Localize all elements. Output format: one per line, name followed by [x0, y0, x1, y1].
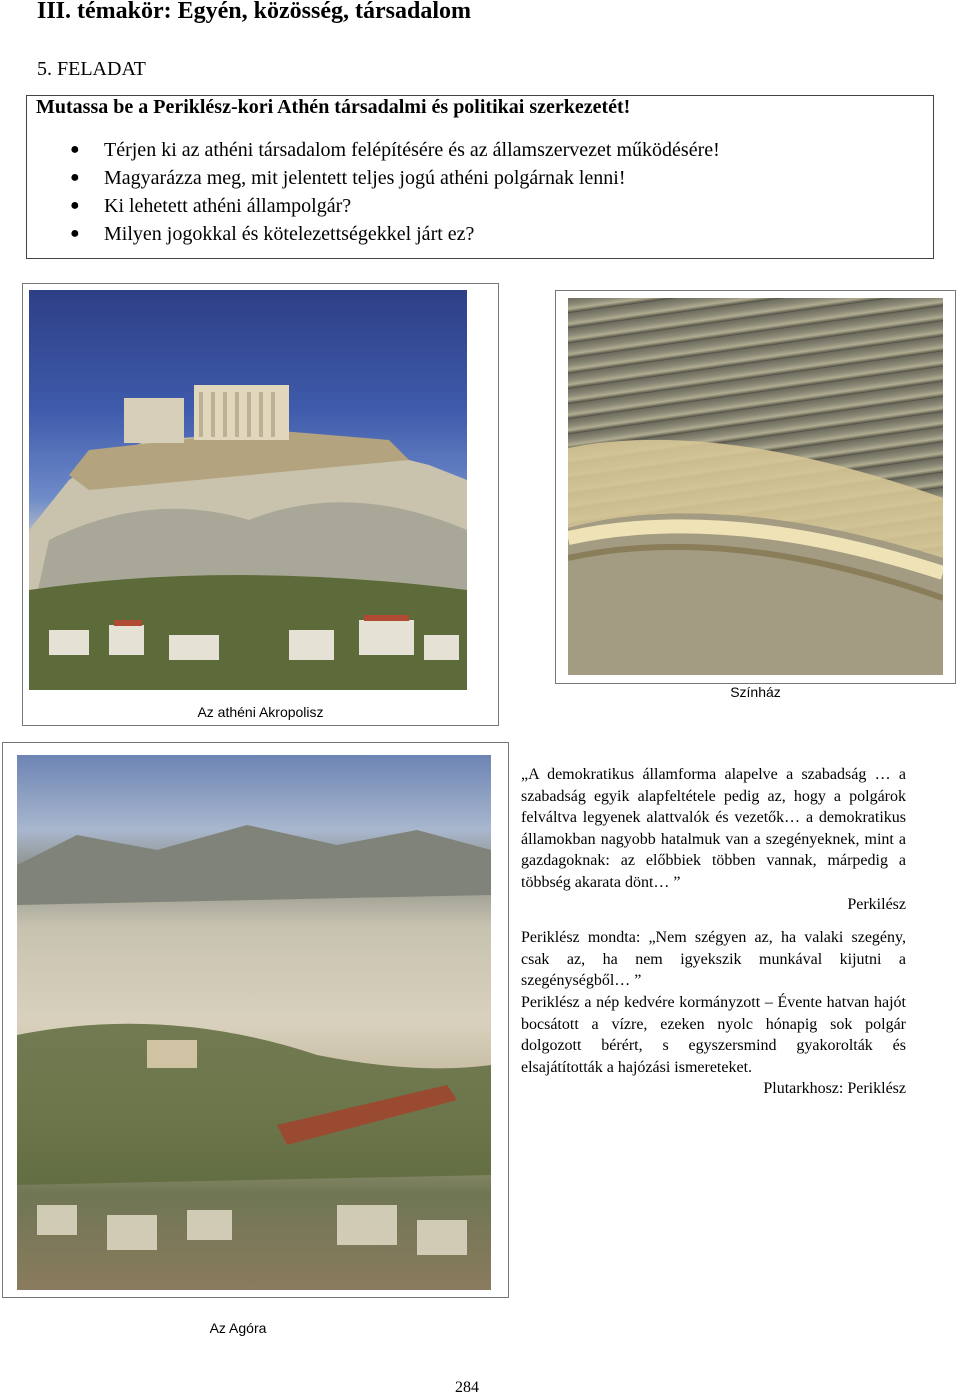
acropolis-caption: Az athéni Akropolisz	[197, 704, 324, 720]
quote-ships-author: Plutarkhosz: Periklész	[763, 1080, 906, 1098]
list-item	[70, 192, 720, 220]
bullet-text: Térjen ki az athéni társadalom felépítésére és az államszervezet működésére!	[104, 139, 720, 161]
bullet-text: Ki lehetett athéni állampolgár?	[104, 195, 352, 217]
page-heading: III. témakör: Egyén, közösség, társadalom	[37, 0, 471, 24]
bullet-icon: ●	[70, 141, 80, 158]
quote-poverty: Periklész mondta: „Nem szégyen az, ha valaki szegény, csak az, ha nem igyekszik munkával kijutni a szegénységből… ”	[521, 929, 906, 990]
list-item	[70, 164, 720, 192]
task-bullet-list	[70, 136, 720, 248]
bullet-icon: ●	[70, 225, 80, 242]
theatre-photo	[568, 298, 943, 675]
quote-democracy-author: Perkilész	[847, 895, 906, 913]
bullet-icon: ●	[70, 169, 80, 186]
theatre-caption: Színház	[730, 684, 781, 700]
task-number: 5. FELADAT	[37, 58, 146, 80]
bullet-text: Milyen jogokkal és kötelezettségekkel járt ez?	[104, 223, 475, 245]
acropolis-illustration	[29, 290, 467, 690]
bullet-icon: ●	[70, 197, 80, 214]
quote-democracy: „A demokratikus államforma alapelve a szabadság … a szabadság egyik alapfeltétele pedig az, hogy a polgárok felváltva legyenek alattvalók és vezetők… a demokratikus államokban nagyobb hatalmuk van a szegényeknek, mint a gazdagoknak: az előbbiek többen vannak, márpedig a többség akarata dönt… ”	[521, 766, 906, 891]
agora-illustration	[17, 755, 491, 1290]
list-item	[70, 220, 720, 248]
bullet-text: Magyarázza meg, mit jelentett teljes jogú athéni polgárnak lenni!	[104, 167, 626, 189]
page-number: 284	[455, 1379, 479, 1396]
task-title: Mutassa be a Periklész-kori Athén társadalmi és politikai szerkezetét!	[36, 96, 631, 118]
theatre-illustration	[568, 298, 943, 675]
acropolis-photo	[29, 290, 467, 690]
agora-caption: Az Agóra	[209, 1320, 267, 1336]
quote-ships: Periklész a nép kedvére kormányzott – Évente hatvan hajót bocsátott a vízre, ezeken nyolc hónapig sok polgár dolgozott bérért, s egyszersmind gyakorolták és elsajátították a hajózási ismereteket.	[521, 993, 906, 1076]
quote-block	[521, 764, 906, 1100]
list-item	[70, 136, 720, 164]
agora-photo	[17, 755, 491, 1290]
